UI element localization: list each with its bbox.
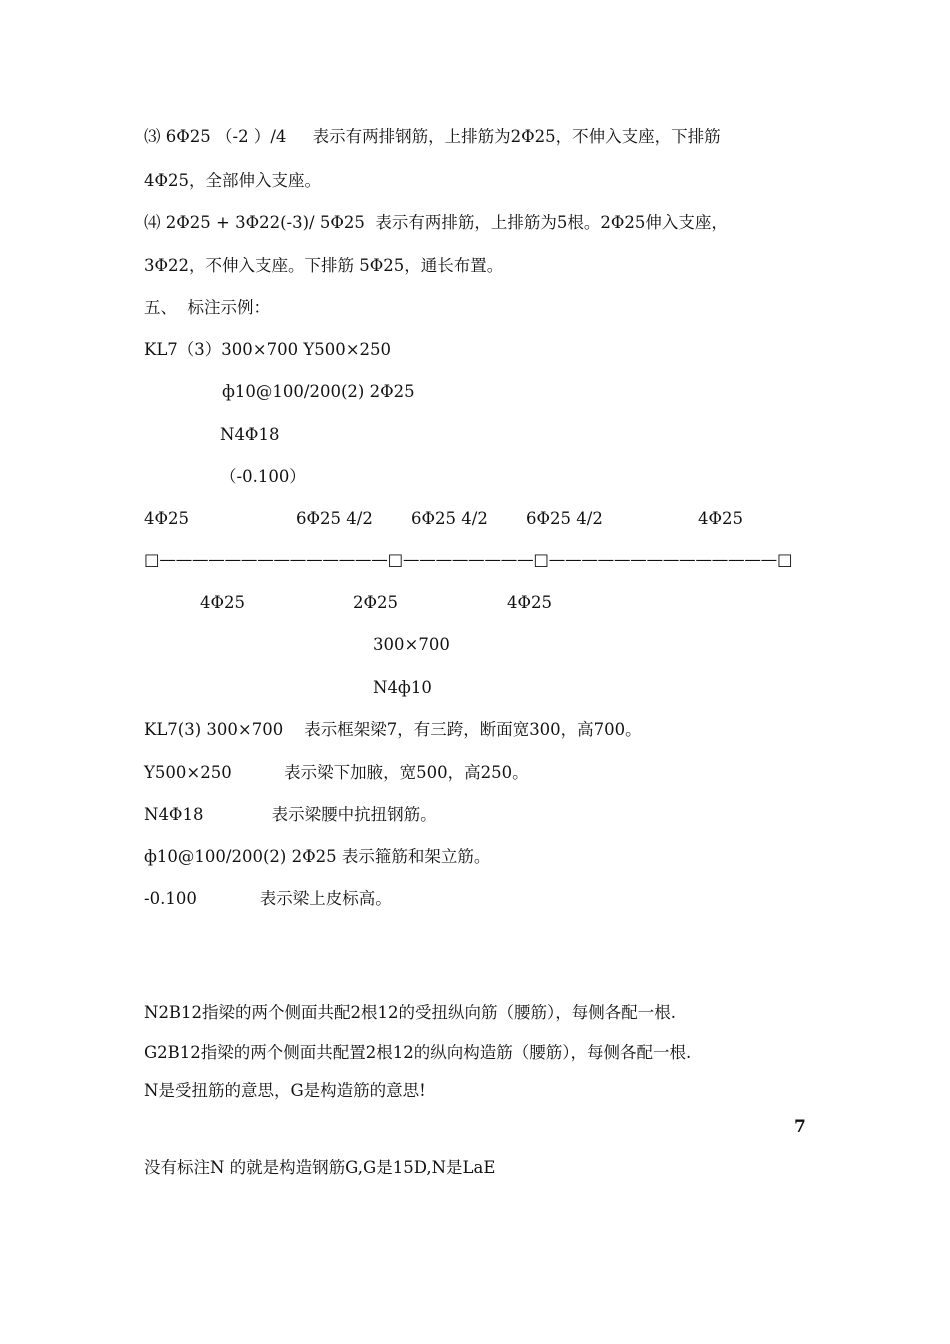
text-line: G2B12指梁的两个侧面共配置2根12的纵向构造筋（腰筋），每侧各配一根. [144, 1043, 692, 1062]
text-line: N是受扭筋的意思，G是构造筋的意思! [144, 1081, 426, 1100]
diagram-label: 4Φ25 [698, 509, 744, 528]
page-number: 7 [794, 1117, 806, 1137]
text-line: ⑶ 6Φ25 （-2 ）/4 表示有两排钢筋，上排筋为2Φ25，不伸入支座，下排筋 [144, 127, 721, 146]
text-line: KL7（3）300×700 Y500×250 [144, 340, 392, 359]
text-line: -0.100 表示梁上皮标高。 [144, 889, 392, 908]
diagram-label: 6Φ25 4/2 [296, 509, 373, 528]
section-heading: 五、 标注示例： [144, 298, 270, 317]
text-line: （-0.100） [220, 467, 306, 486]
text-line: N2B12指梁的两个侧面共配2根12的受扭纵向筋（腰筋），每侧各配一根. [144, 1003, 677, 1022]
text-line: ф10@100/200(2) 2Φ25 表示箍筋和架立筋。 [144, 847, 491, 866]
text-line: 没有标注N 的就是构造钢筋G,G是15D,N是LaE [144, 1158, 496, 1177]
diagram-label: 300×700 [373, 635, 450, 654]
text-line: N4Φ18 表示梁腰中抗扭钢筋。 [144, 805, 437, 824]
diagram-label: 2Φ25 [353, 593, 399, 612]
text-line: ф10@100/200(2) 2Φ25 [222, 382, 415, 401]
diagram-label: 6Φ25 4/2 [526, 509, 603, 528]
text-line: N4Φ18 [220, 425, 280, 444]
diagram-label: N4ф10 [373, 678, 432, 697]
diagram-label: 4Φ25 [144, 509, 190, 528]
diagram-label: 6Φ25 4/2 [411, 509, 488, 528]
diagram-label: 4Φ25 [507, 593, 553, 612]
text-line: 4Φ25，全部伸入支座。 [144, 171, 322, 190]
text-line: ⑷ 2Φ25 + 3Φ22(-3)/ 5Φ25 表示有两排筋，上排筋为5根。2Φ25伸入支座， [144, 213, 728, 232]
text-line: 3Φ22，不伸入支座。下排筋 5Φ25，通长布置。 [144, 256, 504, 275]
text-line: KL7(3) 300×700 表示框架梁7，有三跨，断面宽300，高700。 [144, 720, 642, 739]
text-line: Y500×250 表示梁下加腋，宽500，高250。 [144, 763, 529, 782]
diagram-label: 4Φ25 [200, 593, 246, 612]
beam-diagram-line: □——————————————□————————□——————————————□ [144, 550, 793, 569]
